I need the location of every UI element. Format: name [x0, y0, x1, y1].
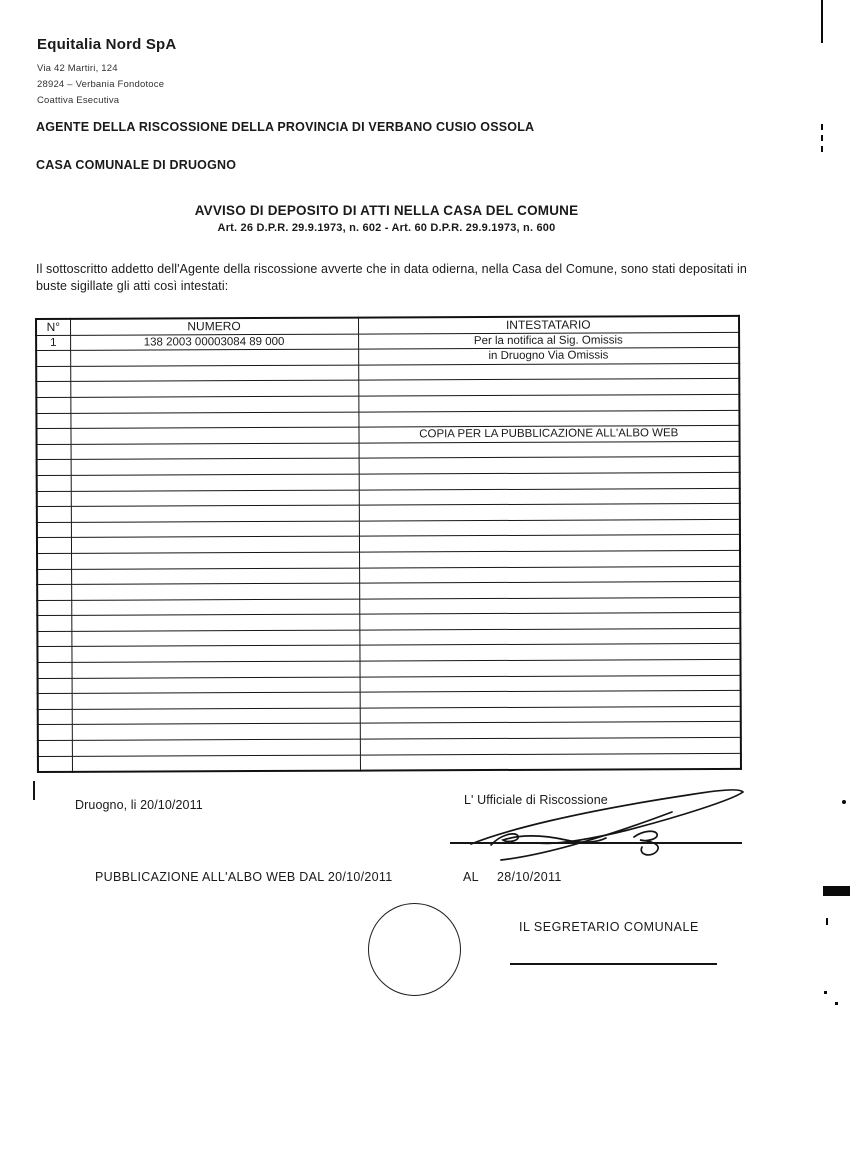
cell-n	[37, 647, 71, 663]
cell-numero	[71, 599, 359, 616]
cell-intestatario	[360, 753, 741, 771]
cell-n: 1	[36, 335, 70, 351]
table-row	[38, 753, 741, 772]
cell-n	[38, 662, 72, 678]
company-name: Equitalia Nord SpA	[37, 36, 177, 53]
deposit-table-body	[36, 332, 741, 772]
cell-n	[36, 397, 70, 413]
cell-n	[36, 351, 70, 367]
official-signature-line	[450, 842, 742, 844]
cell-numero	[70, 349, 358, 366]
secretary-signature-line	[510, 963, 717, 965]
cell-numero	[72, 755, 360, 772]
secretary-label: IL SEGRETARIO COMUNALE	[519, 920, 699, 934]
cell-numero	[71, 458, 359, 475]
cell-intestatario	[359, 488, 740, 505]
cell-n	[37, 616, 71, 632]
notice-body: Il sottoscritto addetto dell'Agente della riscossione avverte che in data odierna, nella Casa del Comune, sono stati depositati in buste sigillate gli atti così intestati:	[36, 262, 747, 293]
publication-al: AL	[463, 870, 479, 884]
cell-numero	[71, 474, 359, 491]
cell-intestatario	[359, 582, 740, 599]
cell-numero	[70, 380, 358, 397]
cell-n	[36, 429, 70, 445]
scan-artifact-dot	[842, 800, 846, 804]
place-date: Druogno, li 20/10/2011	[75, 798, 203, 812]
header-cell-numero: NUMERO	[70, 318, 358, 335]
cell-intestatario	[359, 597, 740, 614]
cell-n	[38, 756, 72, 772]
cell-intestatario	[358, 394, 739, 411]
cell-intestatario	[360, 675, 741, 692]
cell-numero	[72, 724, 360, 741]
notice-title-block	[35, 203, 738, 234]
cell-numero	[71, 536, 359, 553]
cell-numero	[70, 412, 358, 429]
deposit-table	[35, 315, 742, 773]
cell-numero	[71, 568, 359, 585]
company-address-line-3: Coattiva Esecutiva	[37, 95, 120, 106]
company-address-line-2: 28924 – Verbania Fondotoce	[37, 79, 165, 90]
header-cell-n: N°	[36, 319, 70, 335]
cell-intestatario	[360, 722, 741, 739]
cell-intestatario	[360, 706, 741, 723]
cell-intestatario	[359, 566, 740, 583]
cell-numero	[72, 692, 360, 709]
notice-title: AVVISO DI DEPOSITO DI ATTI NELLA CASA DEL COMUNE	[194, 203, 579, 218]
cell-numero: 138 2003 00003084 89 000	[70, 334, 358, 351]
cell-numero	[71, 583, 359, 600]
cell-n	[38, 725, 72, 741]
publication-label: PUBBLICAZIONE ALL'ALBO WEB DAL 20/10/2011	[95, 870, 393, 884]
cell-n	[38, 740, 72, 756]
cell-n	[36, 413, 70, 429]
cell-numero	[72, 739, 360, 756]
cell-intestatario	[359, 457, 740, 474]
cell-n	[37, 460, 71, 476]
cell-n	[38, 694, 72, 710]
cell-numero	[71, 614, 359, 631]
cell-intestatario	[360, 737, 741, 754]
notice-subtitle: Art. 26 D.P.R. 29.9.1973, n. 602 - Art. 60 D.P.R. 29.9.1973, n. 600	[217, 222, 556, 234]
handwritten-signature	[446, 784, 750, 868]
scan-artifact-speck-2	[835, 1002, 838, 1005]
cell-numero	[70, 427, 358, 444]
cell-n	[37, 538, 71, 554]
company-address-line-1: Via 42 Martiri, 124	[37, 63, 118, 74]
header-cell-intestatario: INTESTATARIO	[358, 316, 739, 334]
table-left-border-tail	[33, 781, 35, 800]
cell-intestatario	[359, 504, 740, 521]
cell-n	[36, 366, 70, 382]
cell-intestatario: Per la notifica al Sig. Omissis	[358, 332, 739, 349]
cell-intestatario	[358, 363, 739, 380]
cell-numero	[72, 708, 360, 725]
cell-n	[38, 709, 72, 725]
cell-intestatario	[360, 659, 741, 676]
cell-numero	[71, 552, 359, 569]
cell-numero	[71, 490, 359, 507]
cell-n	[37, 506, 71, 522]
cell-numero	[71, 505, 359, 522]
cell-intestatario: COPIA PER LA PUBBLICAZIONE ALL'ALBO WEB	[358, 426, 739, 443]
cell-numero	[71, 630, 359, 647]
cell-intestatario	[359, 644, 740, 661]
cell-n	[37, 444, 71, 460]
cell-intestatario: in Druogno Via Omissis	[358, 348, 739, 365]
cell-n	[37, 522, 71, 538]
cell-intestatario	[360, 691, 741, 708]
cell-n	[37, 553, 71, 569]
cell-n	[37, 569, 71, 585]
cell-numero	[70, 396, 358, 413]
scan-artifact-speck-1	[824, 991, 827, 994]
cell-intestatario	[359, 550, 740, 567]
cell-numero	[72, 661, 360, 678]
cell-intestatario	[359, 535, 740, 552]
stamp-circle	[368, 903, 461, 996]
cell-n	[37, 600, 71, 616]
cell-intestatario	[358, 379, 739, 396]
official-label: L' Ufficiale di Riscossione	[464, 793, 608, 807]
cell-numero	[71, 443, 359, 460]
cell-n	[38, 678, 72, 694]
cell-intestatario	[359, 613, 740, 630]
cell-intestatario	[358, 410, 739, 427]
scan-artifact-dashed-line	[821, 124, 823, 152]
cell-n	[37, 491, 71, 507]
cell-intestatario	[359, 472, 740, 489]
cell-intestatario	[359, 519, 740, 536]
office-line: CASA COMUNALE DI DRUOGNO	[36, 158, 237, 172]
cell-n	[37, 475, 71, 491]
scan-artifact-vline	[821, 0, 823, 43]
cell-intestatario	[359, 628, 740, 645]
cell-n	[36, 382, 70, 398]
scan-artifact-tick	[826, 918, 828, 925]
agent-line: AGENTE DELLA RISCOSSIONE DELLA PROVINCIA DI VERBANO CUSIO OSSOLA	[36, 120, 535, 134]
scan-artifact-bar	[823, 886, 850, 896]
cell-numero	[71, 646, 359, 663]
publication-end-date: 28/10/2011	[497, 870, 562, 884]
cell-numero	[71, 521, 359, 538]
cell-intestatario	[359, 441, 740, 458]
cell-n	[37, 584, 71, 600]
cell-numero	[70, 365, 358, 382]
cell-n	[37, 631, 71, 647]
cell-numero	[72, 677, 360, 694]
